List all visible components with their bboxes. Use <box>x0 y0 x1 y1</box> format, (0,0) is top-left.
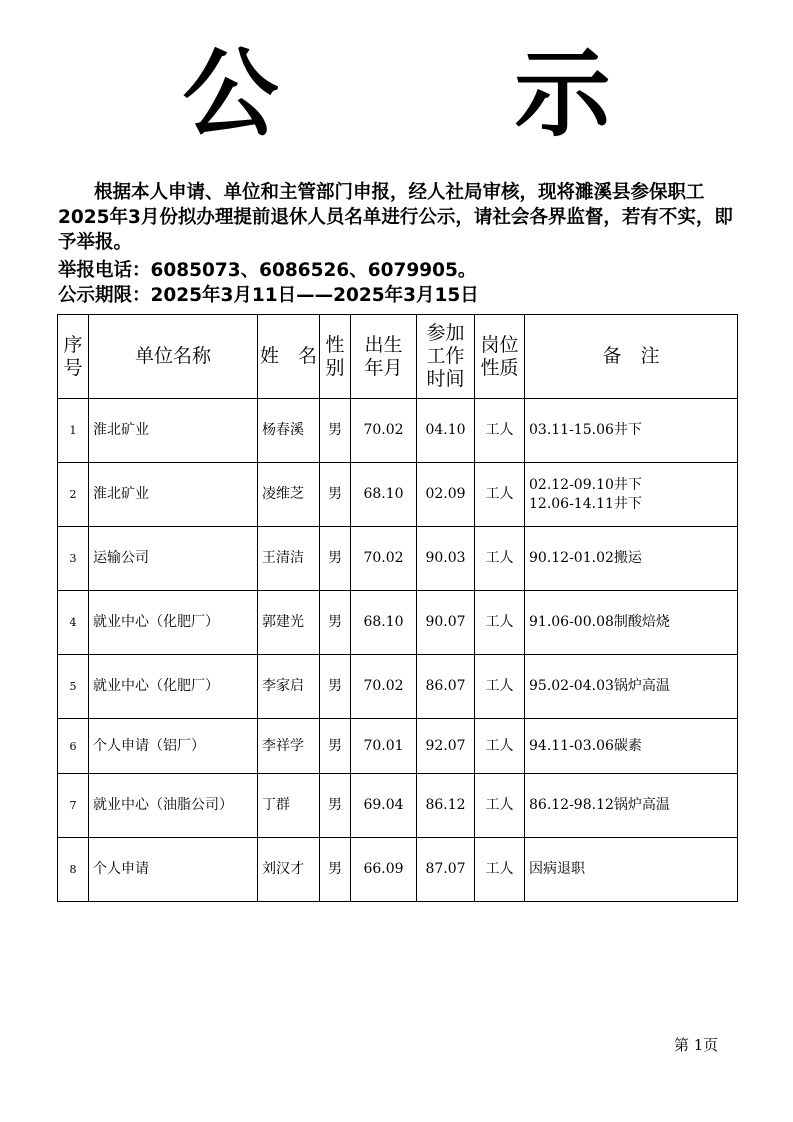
cell-remark <box>525 655 738 719</box>
cell-gender: 男 <box>320 591 351 655</box>
cell-name: 郭建光 <box>258 591 320 655</box>
cell-name: 李家启 <box>258 655 320 719</box>
remark-line: 03.11-15.06井下 <box>529 422 642 438</box>
cell-birth: 70.02 <box>351 399 417 463</box>
cell-remark <box>525 463 738 527</box>
retiree-table <box>57 314 738 902</box>
cell-remark <box>525 719 738 774</box>
table-header-row <box>58 315 738 399</box>
cell-birth: 70.02 <box>351 655 417 719</box>
cell-gender: 男 <box>320 774 351 838</box>
cell-remark <box>525 838 738 902</box>
cell-seq: 8 <box>58 838 89 902</box>
report-phone: 举报电话：6085073、6086526、6079905。 <box>58 260 477 281</box>
cell-gender: 男 <box>320 463 351 527</box>
header-name: 姓 名 <box>258 315 320 399</box>
cell-post: 工人 <box>475 399 525 463</box>
header-post: 岗位 性质 <box>475 315 525 399</box>
table-row <box>58 463 738 527</box>
cell-post: 工人 <box>475 527 525 591</box>
cell-name: 丁群 <box>258 774 320 838</box>
table-row <box>58 527 738 591</box>
cell-name: 刘汉才 <box>258 838 320 902</box>
cell-post: 工人 <box>475 591 525 655</box>
cell-remark <box>525 399 738 463</box>
cell-birth: 68.10 <box>351 463 417 527</box>
cell-name: 李祥学 <box>258 719 320 774</box>
header-unit: 单位名称 <box>89 315 258 399</box>
cell-work-start: 87.07 <box>417 838 475 902</box>
remark-line: 94.11-03.06碳素 <box>529 737 642 754</box>
cell-remark <box>525 774 738 838</box>
cell-seq: 7 <box>58 774 89 838</box>
cell-post: 工人 <box>475 463 525 527</box>
remark-line: 95.02-04.03锅炉高温 <box>529 678 670 694</box>
header-seq: 序 号 <box>58 315 89 399</box>
cell-remark <box>525 527 738 591</box>
cell-unit: 淮北矿业 <box>89 463 258 527</box>
cell-unit: 运输公司 <box>89 527 258 591</box>
cell-birth: 70.01 <box>351 719 417 774</box>
remark-line: 86.12-98.12锅炉高温 <box>529 797 670 813</box>
cell-seq: 5 <box>58 655 89 719</box>
table-row <box>58 719 738 774</box>
cell-post: 工人 <box>475 719 525 774</box>
cell-unit: 就业中心（化肥厂） <box>89 655 258 719</box>
notice-paragraph: 根据本人申请、单位和主管部门申报，经人社局审核，现将濉溪县参保职工2025年3月份拟办理提前退休人员名单进行公示，请社会各界监督，若有不实，即予举报。 <box>58 182 733 253</box>
remark-line: 90.12-01.02搬运 <box>529 550 642 566</box>
cell-birth: 66.09 <box>351 838 417 902</box>
remark-line: 12.06-14.11井下 <box>529 495 642 512</box>
cell-work-start: 02.09 <box>417 463 475 527</box>
header-work-start: 参加 工作 时间 <box>417 315 475 399</box>
cell-name: 凌维芝 <box>258 463 320 527</box>
cell-birth: 70.02 <box>351 527 417 591</box>
table-row <box>58 774 738 838</box>
cell-gender: 男 <box>320 655 351 719</box>
cell-name: 杨春溪 <box>258 399 320 463</box>
cell-post: 工人 <box>475 655 525 719</box>
cell-remark <box>525 591 738 655</box>
cell-unit: 个人申请（铝厂） <box>89 719 258 774</box>
cell-post: 工人 <box>475 774 525 838</box>
cell-gender: 男 <box>320 838 351 902</box>
cell-unit: 个人申请 <box>89 838 258 902</box>
cell-post: 工人 <box>475 838 525 902</box>
table-row <box>58 838 738 902</box>
cell-seq: 6 <box>58 719 89 774</box>
notice-period: 公示期限：2025年3月11日——2025年3月15日 <box>58 285 479 306</box>
cell-work-start: 86.07 <box>417 655 475 719</box>
header-birth: 出生 年月 <box>351 315 417 399</box>
header-gender: 性 别 <box>320 315 351 399</box>
cell-gender: 男 <box>320 527 351 591</box>
remark-line: 因病退职 <box>529 861 585 877</box>
cell-unit: 就业中心（化肥厂） <box>89 591 258 655</box>
page-number: 第 1页 <box>674 1036 719 1054</box>
cell-birth: 68.10 <box>351 591 417 655</box>
header-remark: 备 注 <box>525 315 738 399</box>
cell-gender: 男 <box>320 719 351 774</box>
cell-birth: 69.04 <box>351 774 417 838</box>
table-row <box>58 399 738 463</box>
cell-work-start: 92.07 <box>417 719 475 774</box>
remark-line: 02.12-09.10井下 <box>529 476 642 493</box>
cell-work-start: 90.07 <box>417 591 475 655</box>
cell-seq: 4 <box>58 591 89 655</box>
table-row <box>58 655 738 719</box>
cell-work-start: 04.10 <box>417 399 475 463</box>
cell-seq: 1 <box>58 399 89 463</box>
cell-gender: 男 <box>320 399 351 463</box>
cell-work-start: 86.12 <box>417 774 475 838</box>
remark-line: 91.06-00.08制酸焙烧 <box>529 614 670 630</box>
cell-work-start: 90.03 <box>417 527 475 591</box>
cell-seq: 2 <box>58 463 89 527</box>
cell-name: 王清洁 <box>258 527 320 591</box>
table-row <box>58 591 738 655</box>
cell-unit: 淮北矿业 <box>89 399 258 463</box>
page-title: 公 示 <box>182 38 681 150</box>
cell-seq: 3 <box>58 527 89 591</box>
cell-unit: 就业中心（油脂公司） <box>89 774 258 838</box>
